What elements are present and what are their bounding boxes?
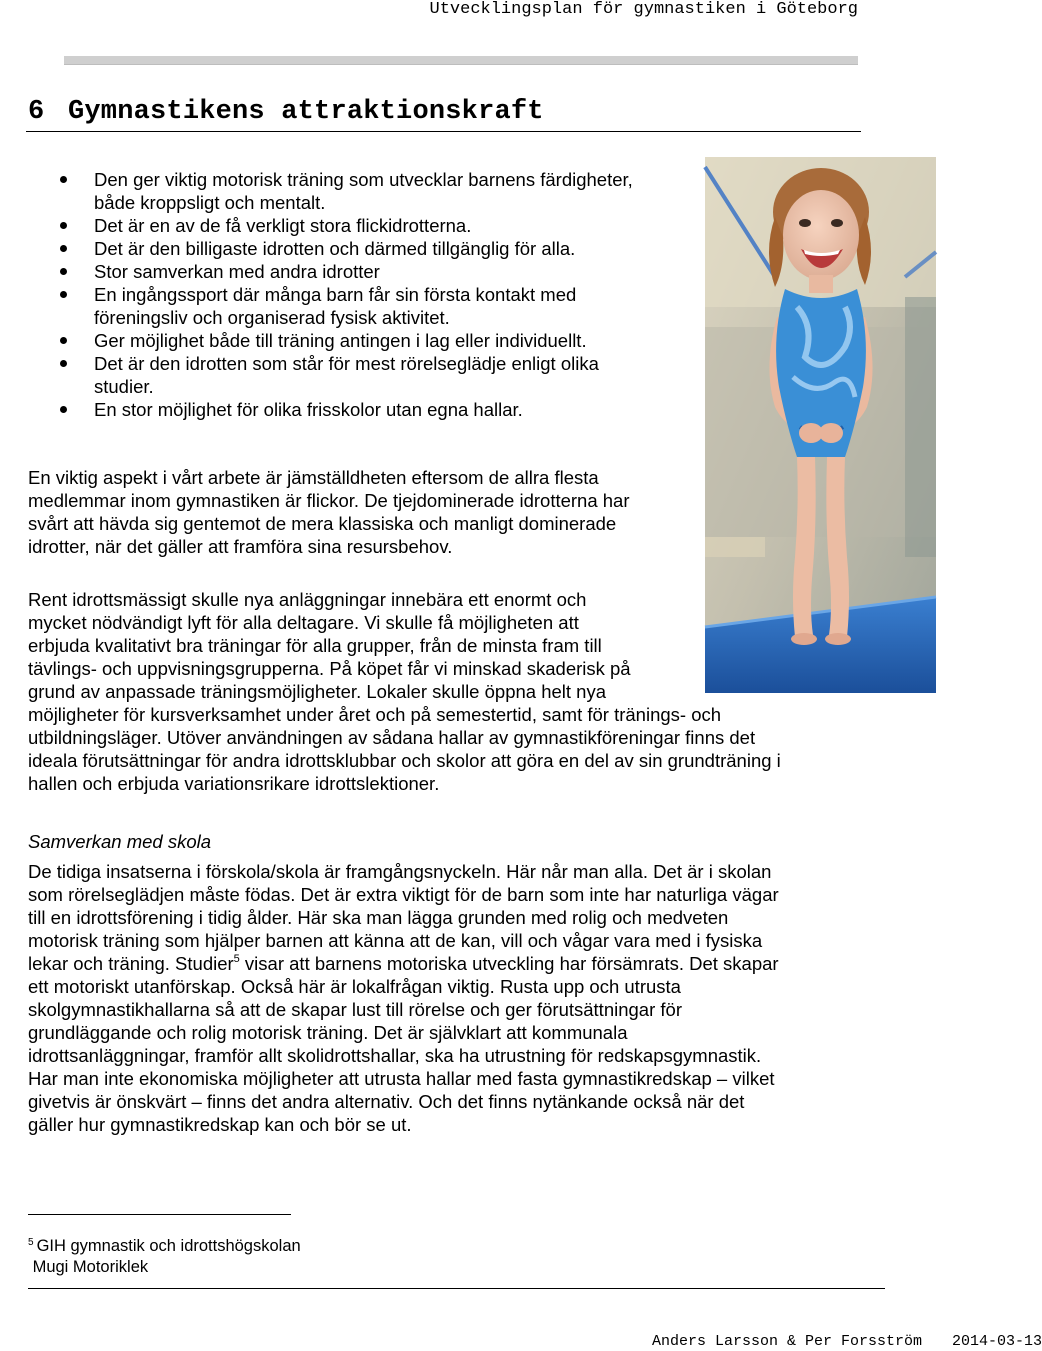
bullet-item: Det är den idrotten som står för mest rörelseglädje enligt olika studier. — [58, 352, 658, 398]
footer-authors: Anders Larsson & Per Forsström — [652, 1333, 923, 1350]
footnote-rule — [28, 1214, 291, 1215]
bullet-item: Det är en av de få verkligt stora flickidrotterna. — [58, 214, 658, 237]
header-rule — [64, 56, 858, 65]
page-footer — [652, 1333, 1042, 1351]
bullet-item: Den ger viktig motorisk träning som utvecklar barnens färdigheter, både kroppsligt och mentalt. — [58, 168, 658, 214]
reference-line: lekar och träning. Studier$^5$ visar att barnens motoriska utveckling har försämrats. Det skapar — [28, 953, 779, 974]
chapter-rule — [26, 131, 861, 132]
bullet-item: En ingångssport där många barn får sin första kontakt med föreningsliv och organiserad fysisk aktivitet. — [58, 283, 658, 329]
footer-rule — [28, 1288, 885, 1289]
chapter-heading — [28, 96, 544, 128]
footnote-marker: 5 — [28, 1237, 34, 1248]
school-paragraph: De tidiga insatserna i förskola/skola är framgångsnyckeln. Här når man alla. Det är i skolan som rörelseglädjen måste födas. Det är extra viktigt för de barn som inte har naturliga vägar till en idrottsförening i tidig ålder. Här ska man lägga grunden med rolig och medveten motorisk träning som hjälper barnen att känna att de kan, vill och vågar vara med i fysiska lekar och träning. Studier$^5$ visar att barnens motoriska utveckling har försämrats. Det skapar ett motoriskt utanförskap. Också här är lokalfrågan viktig. Rusta upp och utrusta skolgymnastikhallarna så att de skapar lust till rörelse och ger förutsättningar för grundläggande och rolig motorisk träning. Det är självklart att kommunala idrottsanläggningar, framför allt skolidrottshallar, ska ha utrustning för redskapsgymnastik. Har man inte ekonomiska möjligheter att utrusta hallar med fasta gymnastikredskap – vilket givetvis är önskvärt – finns det andra alternativ. Och det finns nytänkande också när det gäller hur gymnastikredskap kan och bör se ut. — [28, 861, 779, 1135]
footer-date: 2014-03-13 — [952, 1333, 1042, 1350]
bullet-dot — [60, 222, 67, 229]
photo-credit: Mugi Motoriklek — [28, 1258, 149, 1276]
running-header: Utvecklingsplan för gymnastiken i Göteborg — [429, 0, 858, 19]
bullet-dot — [60, 360, 67, 367]
footnote-text: GIH gymnastik och idrottshögskolan — [36, 1237, 301, 1255]
bullet-dot — [60, 291, 67, 298]
bullet-item: Ger möjlighet både till träning antingen i lag eller individuellt. — [58, 329, 658, 352]
bullet-item: En stor möjlighet för olika frisskolor utan egna hallar. — [58, 398, 658, 421]
footnote-reference: 5 — [233, 953, 240, 965]
bullet-dot — [60, 245, 67, 252]
section-subheading: Samverkan med skola — [28, 831, 212, 852]
equality-paragraph: En viktig aspekt i vårt arbete är jämställdheten eftersom de allra flesta medlemmar inom gymnastiken är flickor. De tjejdominerade idrotterna har svårt att hävda sig gentemot de mera klassiska och manligt dominerade idrotter, när det gäller att framföra sina resursbehov. — [28, 467, 630, 557]
chapter-number: 6 — [28, 97, 45, 127]
bullet-dot — [60, 337, 67, 344]
facilities-paragraph: Rent idrottsmässigt skulle nya anläggningar innebära ett enormt och mycket nödvändigt lyft för alla deltagare. Vi skulle få möjligheten att erbjuda kvalitativt bra träningar för alla grupper, från de minsta fram till tävlings- och uppvisningsgrupperna. På köpet får vi minskad skaderisk på grund av anpassade träningsmöjligheter. Lokaler skulle öppna helt nya möjligheter för kursverksamhet under året och på semestertid, samt för tränings- och utbildningsläger. Utöver användningen av sådana hallar av gymnastikföreningar finns det ideala förutsättningar för andra idrottsklubbar och skolor att göra en del av sin grundträning i hallen och erbjuda variationsrikare idrottslektioner. — [28, 589, 781, 794]
footnote — [28, 1232, 301, 1278]
bullet-item: Det är den billigaste idrotten och därmed tillgänglig för alla. — [58, 237, 658, 260]
bullet-item: Stor samverkan med andra idrotter — [58, 260, 658, 283]
chapter-title: Gymnastikens attraktionskraft — [68, 97, 544, 127]
bullet-dot — [60, 406, 67, 413]
attraction-bullet-list — [58, 168, 658, 421]
bullet-dot — [60, 176, 67, 183]
bullet-dot — [60, 268, 67, 275]
